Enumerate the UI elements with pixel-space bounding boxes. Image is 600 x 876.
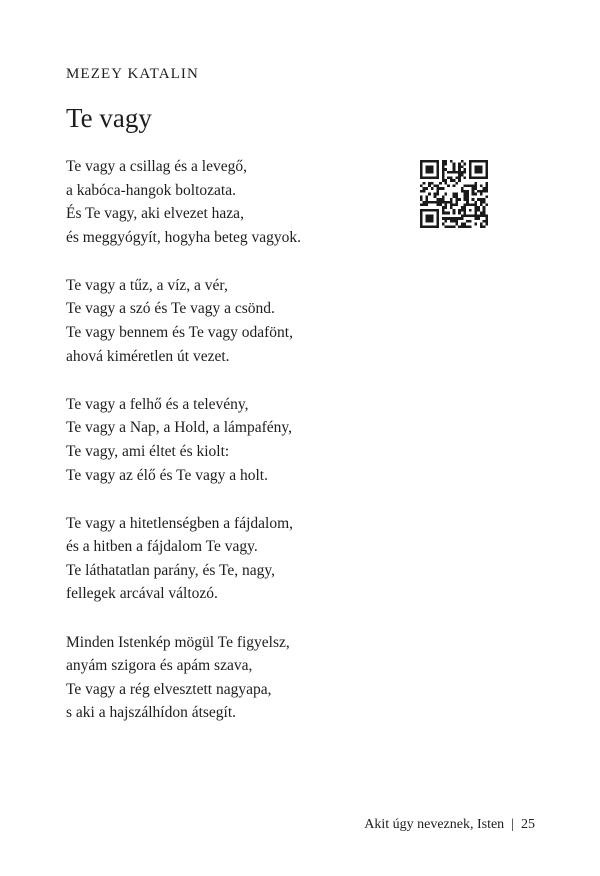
poem-line: és a hitben a fájdalom Te vagy. [66,538,258,556]
stanza [66,155,396,249]
poem-line: anyám szigora és apám szava, [66,657,253,675]
stanza [66,631,396,725]
poem-line: Te láthatatlan parány, és Te, nagy, [66,561,276,579]
poem-line: Te vagy a szó és Te vagy a csönd. [66,300,275,318]
poem-line: Te vagy bennem és Te vagy odafönt, [66,324,293,342]
running-book-title: Akit úgy neveznek, Isten [364,817,505,832]
stanza [66,393,396,487]
qr-code-icon[interactable] [420,160,488,228]
poem-body [66,155,396,749]
poem-line: És Te vagy, aki elvezet haza, [66,205,244,223]
poem-line: ahová kiméretlen út vezet. [66,347,230,365]
stanza [66,512,396,606]
page-number: 25 [521,817,535,832]
poem-line: fellegek arcával változó. [66,585,218,603]
qr-code-graphic [420,160,488,228]
poem-line: Te vagy a rég elvesztett nagyapa, [66,680,272,698]
poem-line: Te vagy a hitetlenségben a fájdalom, [66,514,294,532]
poem-line: Te vagy a Nap, a Hold, a lámpafény, [66,419,293,437]
poem-line: a kabóca-hangok boltozata. [66,181,236,199]
page-footer [364,815,535,835]
poem-line: Te vagy a tűz, a víz, a vér, [66,276,228,294]
stanza [66,274,396,368]
poem-line: s aki a hajszálhídon átsegít. [66,704,237,722]
poem-line: Te vagy az élő és Te vagy a holt. [66,466,268,484]
author-name: MEZEY KATALIN [66,66,199,82]
poem-line: Te vagy, ami éltet és kiolt: [66,442,230,460]
poem-line: és meggyógyít, hogyha beteg vagyok. [66,228,302,246]
poem-title: Te vagy [66,103,152,133]
poem-line: Te vagy a csillag és a levegő, [66,158,247,175]
poem-line: Minden Istenkép mögül Te figyelsz, [66,633,290,651]
poem-line: Te vagy a felhő és a televény, [66,395,249,413]
footer-separator: | [511,817,514,832]
